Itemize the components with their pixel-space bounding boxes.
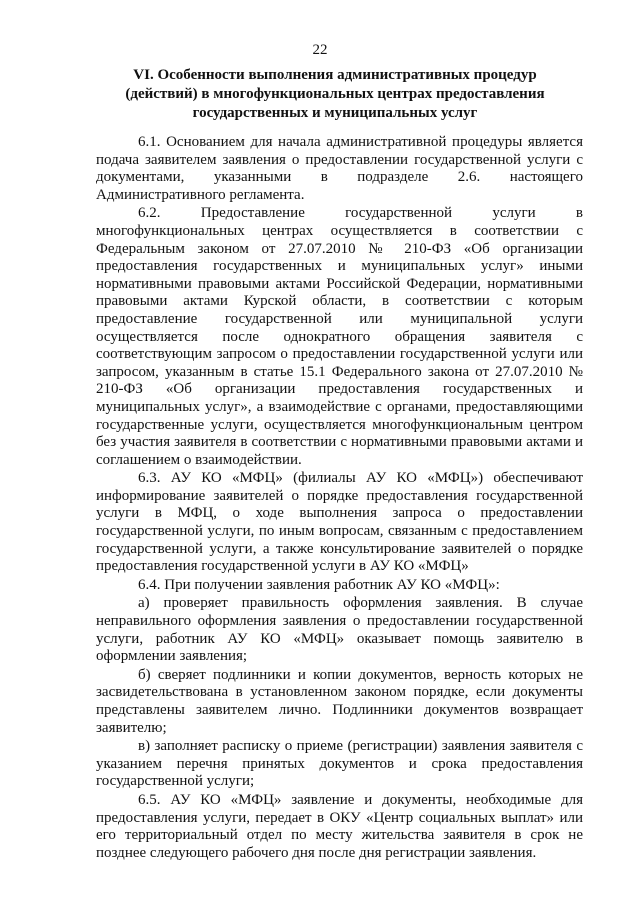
paragraph-6-3: 6.3. АУ КО «МФЦ» (филиалы АУ КО «МФЦ») обеспечивают информирование заявителей о порядке предоставления государственной услуги в МФЦ, о ходе выполнения запроса о предоставлении государственной услуги, по иным вопросам, связанным с предоставлением государственной услуги, а также консультирование заявителей о порядке предоставления государственной услуги в АУ КО «МФЦ» <box>96 470 583 575</box>
section-heading <box>100 66 570 123</box>
page-number: 22 <box>312 42 328 58</box>
section-heading-line: государственных и муниципальных услуг <box>192 105 478 121</box>
list-item-v: в) заполняет расписку о приеме (регистрации) заявления заявителя с указанием перечня принятых документов и срока предоставления государственной услуги; <box>96 738 583 790</box>
section-heading-line: (действий) в многофункциональных центрах предоставления <box>125 86 545 102</box>
list-item-a: а) проверяет правильность оформления заявления. В случае неправильного оформления заявления о предоставлении государственной услуги, работник АУ КО «МФЦ» оказывает помощь заявителю в оформлении заявления; <box>96 595 583 665</box>
document-body <box>96 134 583 862</box>
paragraph-6-1: 6.1. Основанием для начала административной процедуры является подача заявителем заявления о предоставлении государственной услуги с документами, указанными в подразделе 2.6. настоящего Административного регламента. <box>96 134 583 203</box>
paragraph-6-4: 6.4. При получении заявления работник АУ КО «МФЦ»: <box>138 576 500 593</box>
section-heading-line: VI. Особенности выполнения административных процедур <box>133 67 537 83</box>
list-item-b: б) сверяет подлинники и копии документов, верность которых не засвидетельствована в установленном законом порядке, если документы представлены заявителем лично. Подлинники документов возвращает заявителю; <box>96 666 583 736</box>
paragraph-6-2: 6.2. Предоставление государственной услуги в многофункциональных центрах осуществляется в соответствии с Федеральным законом от 27.07.2010 № 210-ФЗ «Об организации предоставления государственных и муниципальных услуг» иными нормативными правовыми актами Российской Федерации, нормативными правовыми актами Курской области, в соответствии с которым предоставление государственной или муниципальной услуги осуществляется после однократного обращения заявителя с соответствующим запросом о предоставлении государственной услуги или запросом, указанным в статье 15.1 Федерального закона от 27.07.2010 № 210-ФЗ «Об организации предоставления государственных и муниципальных услуг», а взаимодействие с органами, предоставляющими государственные услуги, осуществляется многофункциональным центром без участия заявителя в соответствии с нормативными правовыми актами и соглашением о взаимодействии. <box>96 205 583 468</box>
paragraph-6-5: 6.5. АУ КО «МФЦ» заявление и документы, необходимые для предоставления услуги, передает в ОКУ «Центр социальных выплат» или его территориальный отдел по месту жительства заявителя в срок не позднее следующего рабочего дня после дня регистрации заявления. <box>96 791 583 861</box>
